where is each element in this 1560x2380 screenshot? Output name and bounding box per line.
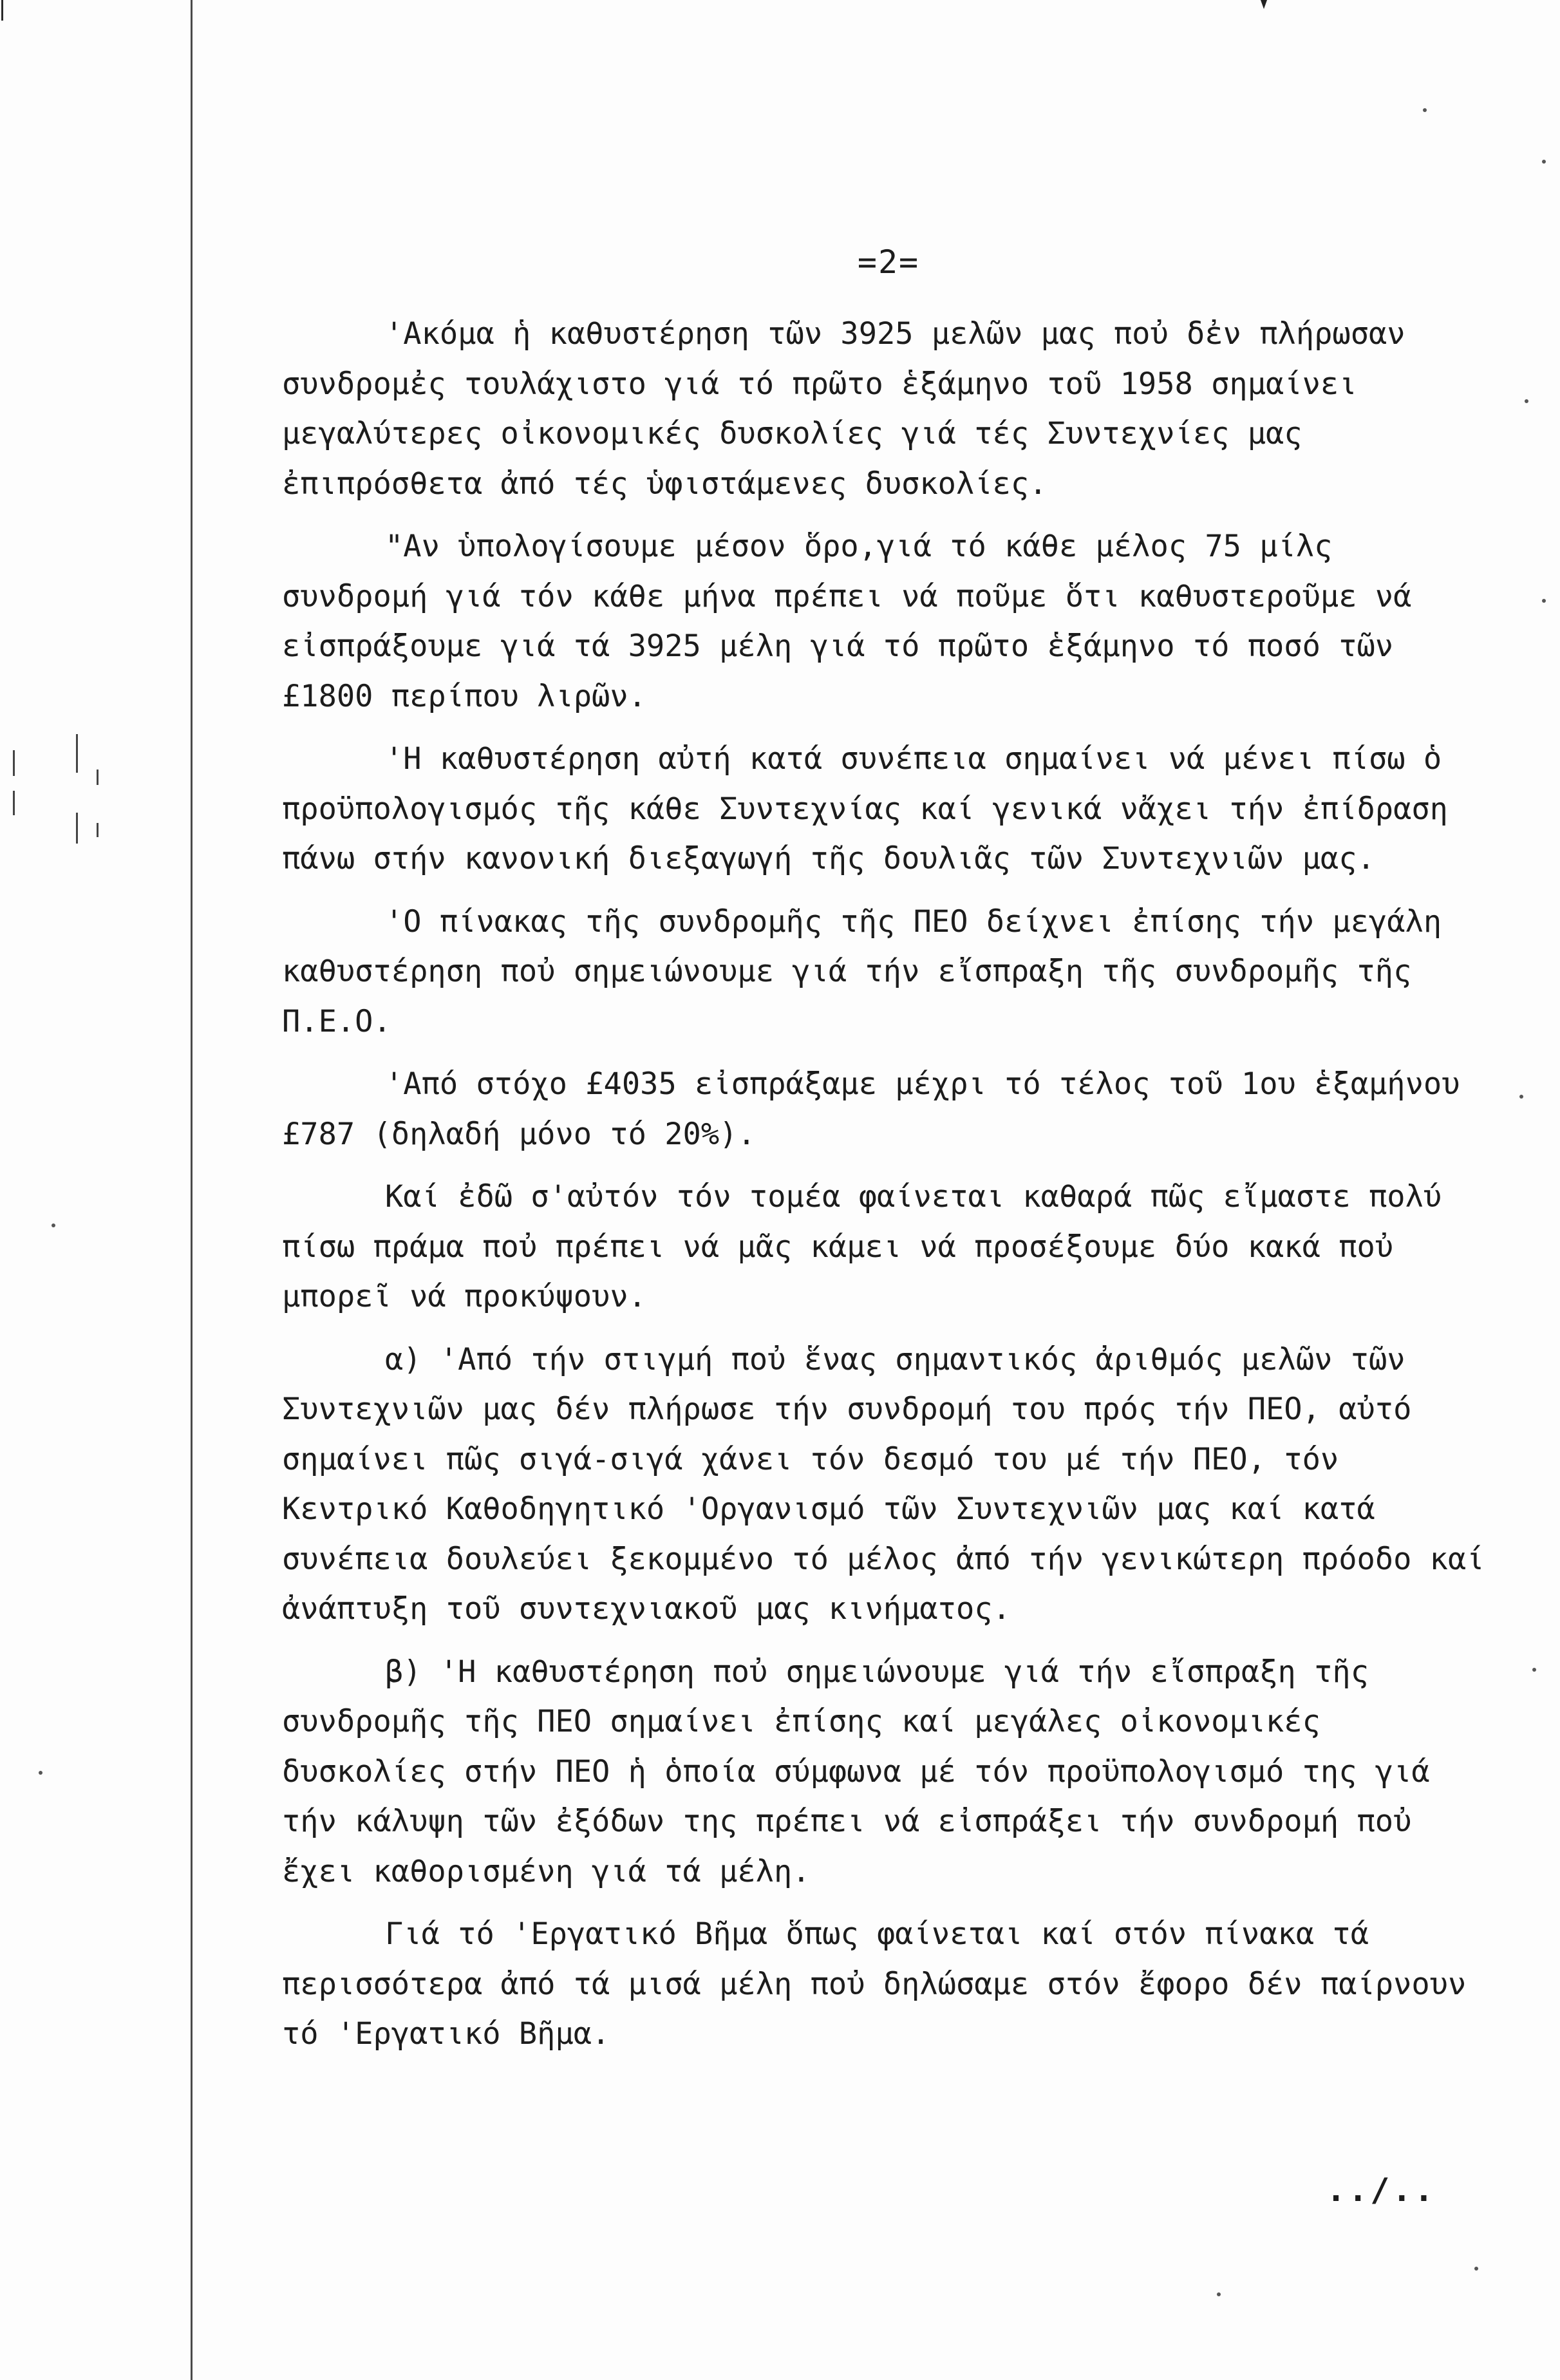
punch-mark [97,770,99,785]
ink-speck [1532,1668,1536,1672]
punch-mark [13,791,15,815]
ink-speck [1542,160,1546,164]
paragraph: 'Από στόχο £4035 εἰσπράξαμε μέχρι τό τέλος τοῦ 1ου ἑξαμήνου £787 (δηλαδή μόνο τό 20%). [282,1066,1460,1152]
ink-mark [1261,0,1267,9]
paragraph: Γιά τό 'Εργατικό Βῆμα ὅπως φαίνεται καί στόν πίνακα τά περισσότερα ἀπό τά μισά μέλη ποὐ δηλώσαμε στόν ἔφορο δέν παίρνουν τό 'Εργατικό Βῆμα. [282,1916,1467,2052]
ink-speck [1423,108,1427,112]
paragraph: Καί ἐδῶ σ'αὐτόν τόν τομέα φαίνεται καθαρά πῶς εἴμαστε πολύ πίσω πράμα ποὐ πρέπει νά μᾶς κάμει νά προσέξουμε δύο κακά ποὐ μπορεῖ νά προκύψουν. [282,1179,1442,1314]
margin-rule-line [191,0,193,2380]
punch-mark [97,823,99,837]
paragraph: β) 'Η καθυστέρηση ποὐ σημειώνουμε γιά τήν εἴσπραξη τῆς συνδρομῆς τῆς ΠΕΟ σημαίνει ἐπίσης καί μεγάλες οἰκονομικές δυσκολίες στήν ΠΕΟ ἡ ὁποία σύμφωνα μέ τόν προϋπολογισμό της γιά τήν κάλυψη τῶν ἐξόδων της πρέπει νά εἰσπράξει τήν συνδρομή ποὐ ἔχει καθορισμένη γιά τά μέλη. [282,1654,1430,1889]
paragraph: 'Ακόμα ἡ καθυστέρηση τῶν 3925 μελῶν μας ποὐ δἐν πλήρωσαν συνδρομἐς τουλάχιστο γιά τό πρῶτο ἑξάμηνο τοῦ 1958 σημαίνει μεγαλύτερες οἰκονομικές δυσκολίες γιά τές Συντεχνίες μας ἐπιπρόσθετα ἀπό τές ὑφιστάμενες δυσκολίες. [282,316,1405,502]
ink-speck [1474,2267,1478,2271]
punch-mark [13,750,15,776]
ink-speck [1542,599,1546,603]
body-text [282,309,1492,2059]
punch-mark [76,734,78,773]
ink-speck [1217,2292,1221,2296]
ink-speck [1519,1095,1523,1099]
paragraph: 'Η καθυστέρηση αὐτή κατά συνέπεια σημαίνει νά μένει πίσω ὁ προϋπολογισμός τῆς κάθε Συντεχνίας καί γενικά νἄχει τήν ἐπίδραση πάνω στήν κανονική διεξαγωγή τῆς δουλιᾶς τῶν Συντεχνιῶν μας. [282,741,1448,876]
paragraph: "Αν ὑπολογίσουμε μέσον ὅρο,γιά τό κάθε μέλος 75 μίλς συνδρομή γιά τόν κάθε μήνα πρέπει νά ποῦμε ὅτι καθυστεροῦμε νά εἰσπράξουμε γιά τά 3925 μέλη γιά τό πρῶτο ἑξάμηνο τό ποσό τῶν £1800 περίπου λιρῶν. [282,529,1412,714]
ink-speck [1525,399,1528,403]
page-number: =2= [857,243,920,281]
punch-mark [76,813,78,844]
paragraph: 'Ο πίνακας τῆς συνδρομῆς τῆς ΠΕΟ δείχνει ἐπίσης τήν μεγάλη καθυστέρηση ποὐ σημειώνουμε γιά τήν εἴσπραξη τῆς συνδρομῆς τῆς Π.Ε.Ο. [282,903,1442,1039]
ink-speck [39,1771,42,1775]
ink-speck [52,1223,55,1227]
continuation-mark: ../.. [1326,2171,1436,2209]
paragraph: α) 'Από τήν στιγμή ποὐ ἕνας σημαντικός ἀριθμός μελῶν τῶν Συντεχνιῶν μας δέν πλήρωσε τήν συνδρομή του πρός τήν ΠΕΟ, αὐτό σημαίνει πῶς σιγά-σιγά χάνει τόν δεσμό του μέ τήν ΠΕΟ, τόν Κεντρικό Καθοδηγητικό 'Οργανισμό τῶν Συντεχνιῶν μας καί κατά συνέπεια δουλεύει ξεκομμένο τό μέλος ἀπό τήν γενικώτερη πρόοδο καί ἀνάπτυξη τοῦ συντεχνιακοῦ μας κινήματος. [282,1341,1485,1627]
edge-mark [1,0,3,21]
